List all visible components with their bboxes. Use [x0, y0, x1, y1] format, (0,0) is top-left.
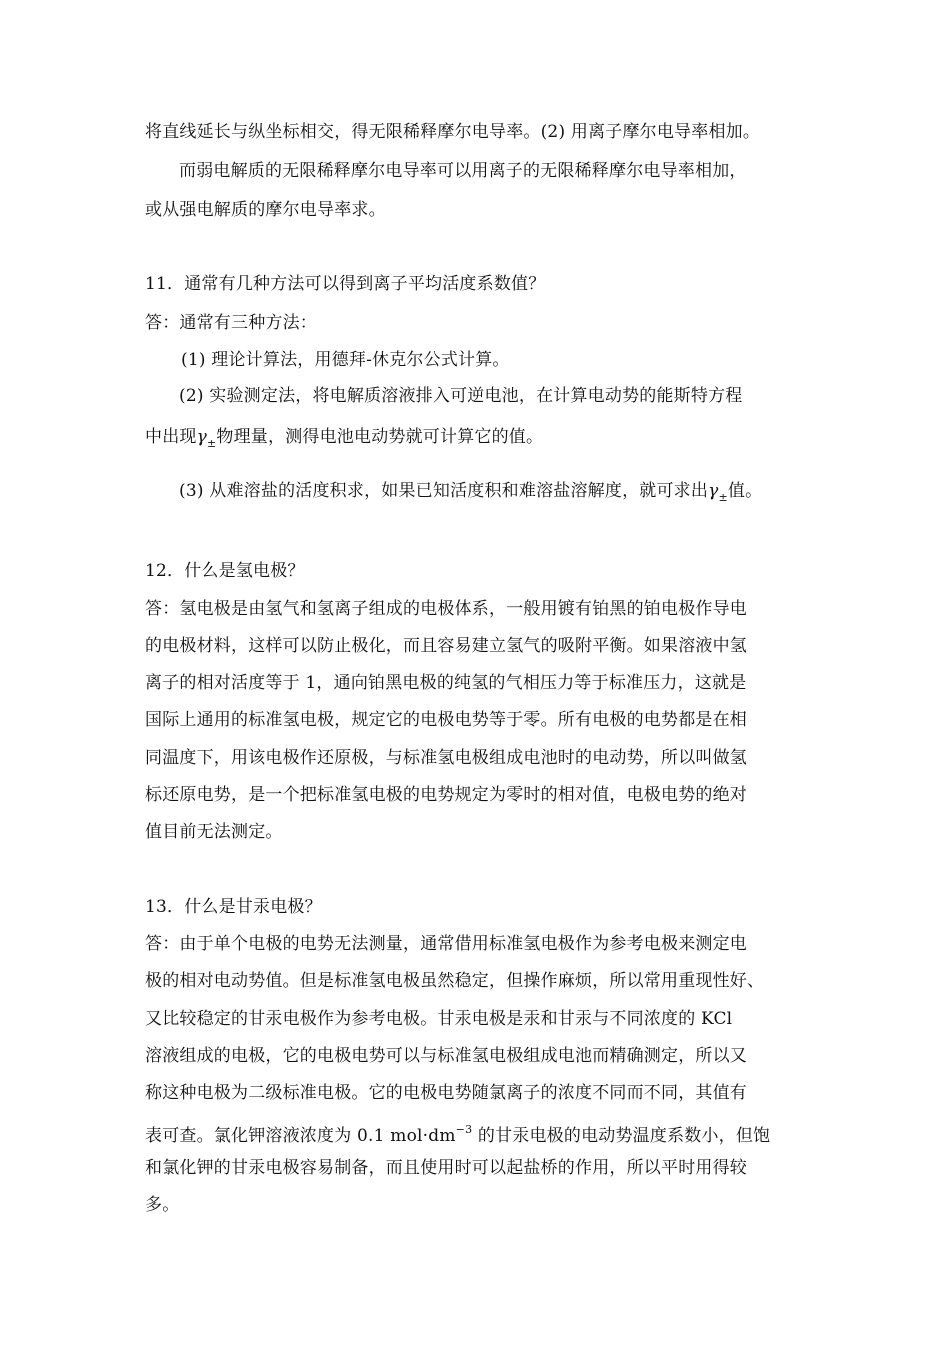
paragraph-line: 而弱电解质的无限稀释摩尔电导率可以用离子的无限稀释摩尔电导率相加， — [179, 161, 747, 181]
exponent-superscript: −3 — [455, 1123, 473, 1136]
text-span: 中出现 — [145, 427, 197, 447]
text-span: 物理量，测得电池电动势就可计算它的值。 — [216, 427, 544, 447]
answer-line — [145, 1118, 815, 1148]
pm-subscript: ± — [718, 491, 728, 504]
text-span: 值。 — [727, 481, 763, 501]
answer-line: 溶液组成的电极，它的电极电势可以与标准氢电极组成电池而精确测定，所以又 — [145, 1046, 747, 1066]
answer-line: 答：通常有三种方法： — [145, 313, 317, 333]
answer-line: 极的相对电动势值。但是标准氢电极虽然稳定，但操作麻烦，所以常用重现性好、 — [145, 971, 765, 991]
answer-line: 国际上通用的标准氢电极，规定它的电极电势等于零。所有电极的电势都是在相 — [145, 710, 747, 730]
gamma-symbol: γ — [196, 427, 207, 447]
question-11-heading: 11．通常有几种方法可以得到离子平均活度系数值？ — [145, 274, 546, 294]
paragraph-line: 或从强电解质的摩尔电导率求。 — [145, 200, 386, 220]
paragraph-line: 将直线延长与纵坐标相交，得无限稀释摩尔电导率。(2) 用离子摩尔电导率相加。 — [145, 122, 761, 142]
text-span: 的甘汞电极的电动势温度系数小，但饱 — [472, 1126, 771, 1146]
answer-line: 标还原电势，是一个把标准氢电极的电势规定为零时的相对值，电极电势的绝对 — [145, 785, 747, 805]
text-span: (3) 从难溶盐的活度积求，如果已知活度积和难溶盐溶解度，就可求出 — [179, 481, 709, 501]
method-2-line: (2) 实验测定法，将电解质溶液排入可逆电池，在计算电动势的能斯特方程 — [179, 386, 743, 406]
answer-line: 同温度下，用该电极作还原极，与标准氢电极组成电池时的电动势，所以叫做氢 — [145, 748, 747, 768]
answer-line: 多。 — [145, 1195, 180, 1215]
answer-line: 值目前无法测定。 — [145, 822, 283, 842]
answer-line: 又比较稳定的甘汞电极作为参考电极。甘汞电极是汞和甘汞与不同浓度的 KCl — [145, 1009, 733, 1029]
text-span: 表可查。氯化钾溶液浓度为 0.1 mol·dm — [145, 1126, 456, 1146]
answer-line: 的电极材料，这样可以防止极化，而且容易建立氢气的吸附平衡。如果溶液中氢 — [145, 636, 747, 656]
question-13-heading: 13．什么是甘汞电极？ — [145, 897, 322, 917]
answer-line: 和氯化钾的甘汞电极容易制备，而且使用时可以起盐桥的作用，所以平时用得较 — [145, 1158, 747, 1178]
answer-line: 答：由于单个电极的电势无法测量，通常借用标准氢电极作为参考电极来测定电 — [145, 934, 747, 954]
method-2-line — [145, 425, 815, 456]
method-1: (1) 理论计算法，用德拜-休克尔公式计算。 — [181, 350, 510, 370]
pm-subscript: ± — [206, 437, 217, 450]
question-12-heading: 12．什么是氢电极？ — [145, 561, 305, 581]
method-3 — [179, 479, 815, 510]
gamma-symbol: γ — [708, 481, 719, 501]
answer-line: 称这种电极为二级标准电极。它的电极电势随氯离子的浓度不同而不同，其值有 — [145, 1083, 747, 1103]
answer-line: 离子的相对活度等于 1，通向铂黑电极的纯氢的气相压力等于标准压力，这就是 — [145, 673, 747, 693]
answer-line: 答：氢电极是由氢气和氢离子组成的电极体系，一般用镀有铂黑的铂电极作导电 — [145, 599, 747, 619]
